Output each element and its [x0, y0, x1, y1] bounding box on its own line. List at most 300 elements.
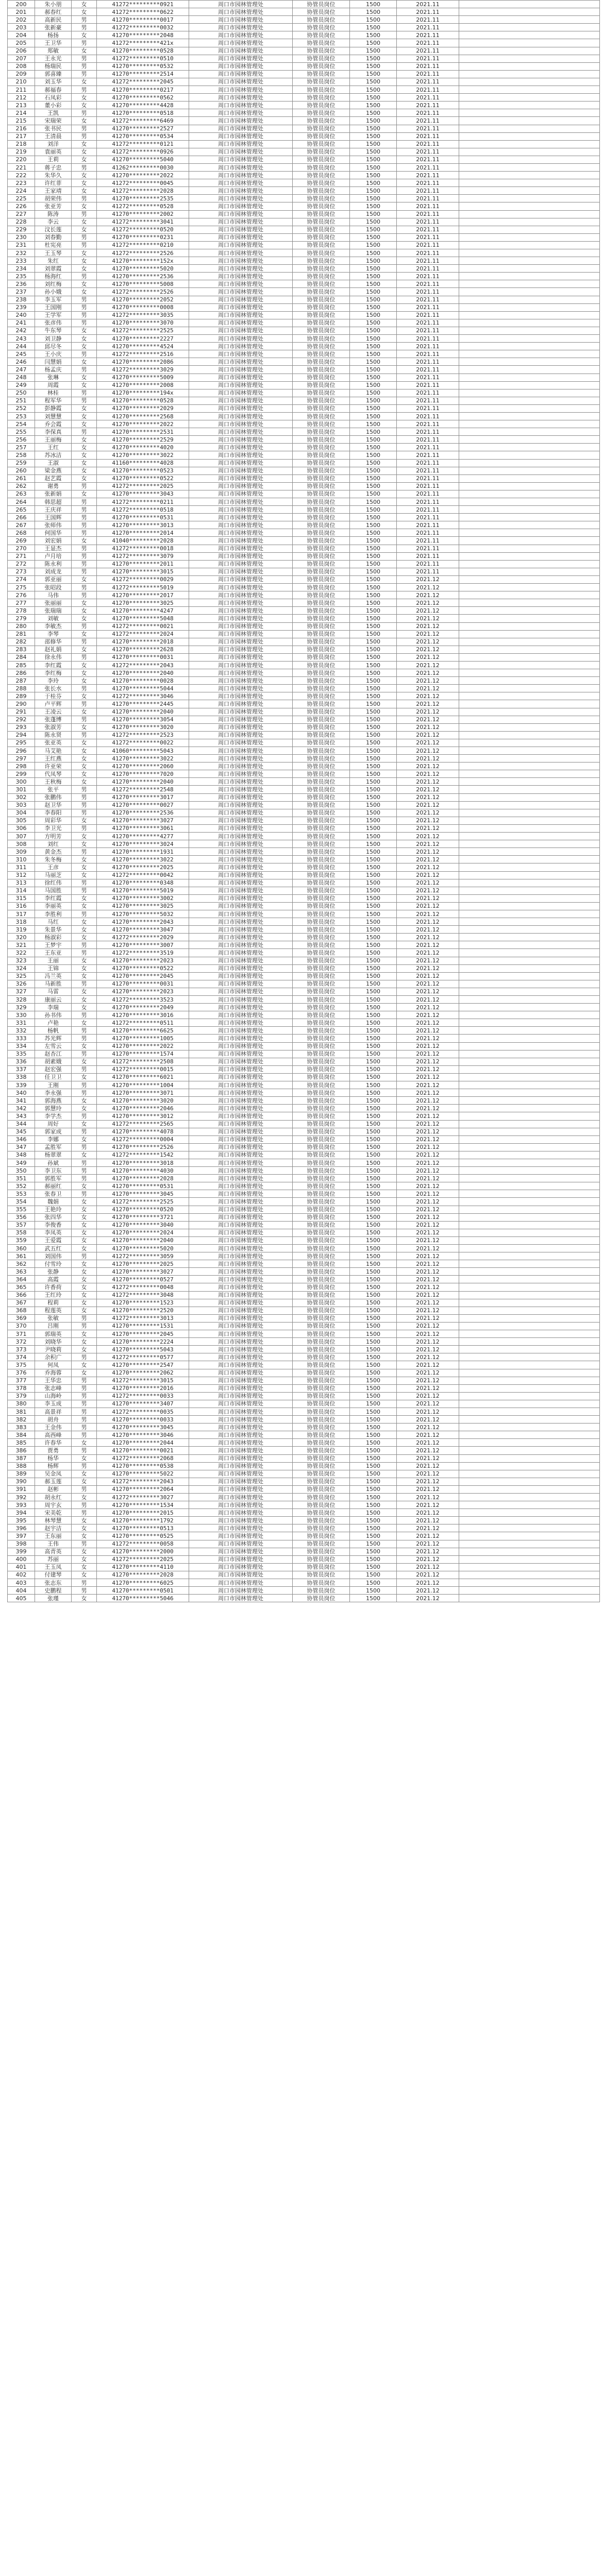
subsidy-amount: 1500: [350, 1291, 397, 1299]
row-number: 326: [8, 980, 35, 988]
row-number: 265: [8, 506, 35, 514]
remarks-cell: [459, 1120, 600, 1128]
work-unit: 周口市园林管理处: [189, 273, 293, 280]
pay-month: 2021.11: [397, 568, 459, 575]
post-type: 协管员岗位: [293, 824, 350, 832]
remarks-cell: [459, 1392, 600, 1400]
pay-month: 2021.11: [397, 296, 459, 303]
post-type: 协管员岗位: [293, 1105, 350, 1112]
table-row: [8, 1089, 600, 1097]
row-number: 366: [8, 1291, 35, 1299]
post-type: 协管员岗位: [293, 420, 350, 428]
row-number: 299: [8, 770, 35, 778]
table-row: [8, 311, 600, 319]
id-number: 41272*********5019: [97, 584, 189, 591]
row-number: 387: [8, 1454, 35, 1462]
person-name: 王显杰: [35, 545, 72, 552]
table-row: [8, 132, 600, 140]
row-number: 217: [8, 132, 35, 140]
pay-month: 2021.12: [397, 1198, 459, 1206]
work-unit: 周口市园林管理处: [189, 894, 293, 902]
row-number: 212: [8, 94, 35, 101]
row-number: 249: [8, 381, 35, 389]
work-unit: 周口市园林管理处: [189, 39, 293, 47]
table-row: [8, 1065, 600, 1073]
gender: 女: [72, 1105, 97, 1112]
pay-month: 2021.12: [397, 817, 459, 824]
table-row: [8, 824, 600, 832]
post-type: 协管员岗位: [293, 1532, 350, 1540]
pay-month: 2021.11: [397, 156, 459, 163]
row-number: 279: [8, 615, 35, 622]
row-number: 311: [8, 863, 35, 871]
gender: 男: [72, 350, 97, 358]
table-row: [8, 288, 600, 296]
table-row: [8, 24, 600, 31]
post-type: 协管员岗位: [293, 490, 350, 498]
table-row: [8, 599, 600, 607]
id-number: 41270*********6021: [97, 1073, 189, 1081]
row-number: 216: [8, 125, 35, 132]
subsidy-amount: 1500: [350, 1579, 397, 1587]
id-number: 41270*********3061: [97, 824, 189, 832]
subsidy-amount: 1500: [350, 132, 397, 140]
row-number: 399: [8, 1548, 35, 1555]
table-row: [8, 358, 600, 366]
person-name: 邵修华: [35, 638, 72, 646]
work-unit: 周口市园林管理处: [189, 591, 293, 599]
person-name: 陈涛: [35, 210, 72, 218]
pay-month: 2021.12: [397, 731, 459, 739]
gender: 男: [72, 109, 97, 117]
pay-month: 2021.11: [397, 257, 459, 265]
subsidy-amount: 1500: [350, 24, 397, 31]
pay-month: 2021.11: [397, 459, 459, 467]
id-number: 41270*********3070: [97, 319, 189, 327]
row-number: 300: [8, 778, 35, 786]
row-number: 320: [8, 934, 35, 941]
subsidy-amount: 1500: [350, 1206, 397, 1213]
gender: 男: [72, 397, 97, 404]
gender: 女: [72, 575, 97, 583]
work-unit: 周口市园林管理处: [189, 490, 293, 498]
work-unit: 周口市园林管理处: [189, 1019, 293, 1027]
pay-month: 2021.12: [397, 661, 459, 669]
subsidy-amount: 1500: [350, 1058, 397, 1065]
row-number: 377: [8, 1377, 35, 1384]
pay-month: 2021.12: [397, 770, 459, 778]
id-number: 41270*********152x: [97, 257, 189, 265]
post-type: 协管员岗位: [293, 1268, 350, 1276]
gender: 女: [72, 840, 97, 848]
remarks-cell: [459, 1027, 600, 1035]
post-type: 协管员岗位: [293, 1322, 350, 1330]
id-number: 41270*********2008: [97, 381, 189, 389]
subsidy-amount: 1500: [350, 926, 397, 934]
subsidy-amount: 1500: [350, 934, 397, 941]
row-number: 237: [8, 288, 35, 296]
gender: 男: [72, 86, 97, 94]
row-number: 304: [8, 809, 35, 817]
person-name: 王艳玲: [35, 1206, 72, 1213]
gender: 女: [72, 202, 97, 210]
row-number: 302: [8, 793, 35, 801]
pay-month: 2021.12: [397, 1307, 459, 1314]
subsidy-amount: 1500: [350, 747, 397, 755]
subsidy-amount: 1500: [350, 350, 397, 358]
subsidy-amount: 1500: [350, 638, 397, 646]
gender: 女: [72, 156, 97, 163]
id-number: 41270*********2445: [97, 700, 189, 708]
remarks-cell: [459, 1236, 600, 1244]
gender: 女: [72, 1058, 97, 1065]
gender: 女: [72, 1454, 97, 1462]
work-unit: 周口市园林管理处: [189, 233, 293, 241]
id-number: 41272*********0577: [97, 1353, 189, 1361]
id-number: 41272*********0035: [97, 1408, 189, 1415]
pay-month: 2021.11: [397, 358, 459, 366]
person-name: 李瑞: [35, 1004, 72, 1011]
id-number: 41270*********2040: [97, 778, 189, 786]
pay-month: 2021.11: [397, 265, 459, 273]
subsidy-amount: 1500: [350, 381, 397, 389]
gender: 女: [72, 615, 97, 622]
subsidy-amount: 1500: [350, 62, 397, 70]
pay-month: 2021.12: [397, 1190, 459, 1198]
person-name: 杨孟庆: [35, 366, 72, 374]
work-unit: 周口市园林管理处: [189, 1050, 293, 1058]
row-number: 261: [8, 474, 35, 482]
table-row: [8, 1291, 600, 1299]
pay-month: 2021.12: [397, 1478, 459, 1485]
post-type: 协管员岗位: [293, 94, 350, 101]
post-type: 协管员岗位: [293, 1, 350, 8]
person-name: 李敏杰: [35, 622, 72, 630]
post-type: 协管员岗位: [293, 1579, 350, 1587]
work-unit: 周口市园林管理处: [189, 249, 293, 257]
post-type: 协管员岗位: [293, 575, 350, 583]
subsidy-amount: 1500: [350, 575, 397, 583]
table-row: [8, 1004, 600, 1011]
remarks-cell: [459, 335, 600, 343]
remarks-cell: [459, 941, 600, 949]
id-number: 41270*********0525: [97, 1532, 189, 1540]
table-row: [8, 1454, 600, 1462]
post-type: 协管员岗位: [293, 101, 350, 109]
gender: 女: [72, 358, 97, 366]
row-number: 241: [8, 319, 35, 327]
table-row: [8, 117, 600, 125]
post-type: 协管员岗位: [293, 24, 350, 31]
id-number: 41270*********2025: [97, 863, 189, 871]
post-type: 协管员岗位: [293, 545, 350, 552]
gender: 男: [72, 55, 97, 62]
row-number: 392: [8, 1494, 35, 1501]
subsidy-amount: 1500: [350, 226, 397, 233]
work-unit: 周口市园林管理处: [189, 436, 293, 444]
remarks-cell: [459, 210, 600, 218]
pay-month: 2021.11: [397, 428, 459, 436]
pay-month: 2021.12: [397, 863, 459, 871]
gender: 女: [72, 1330, 97, 1338]
pay-month: 2021.11: [397, 241, 459, 249]
table-row: [8, 1221, 600, 1229]
table-row: [8, 249, 600, 257]
id-number: 41270*********3043: [97, 490, 189, 498]
id-number: 41270*********3027: [97, 1268, 189, 1276]
table-row: [8, 1105, 600, 1112]
pay-month: 2021.11: [397, 218, 459, 226]
post-type: 协管员岗位: [293, 1485, 350, 1493]
person-name: 李学杰: [35, 1112, 72, 1120]
table-row: [8, 739, 600, 747]
gender: 女: [72, 902, 97, 910]
post-type: 协管员岗位: [293, 1524, 350, 1532]
pay-month: 2021.11: [397, 389, 459, 397]
remarks-cell: [459, 723, 600, 731]
table-row: [8, 86, 600, 94]
id-number: 41270*********2040: [97, 1236, 189, 1244]
post-type: 协管员岗位: [293, 288, 350, 296]
remarks-cell: [459, 428, 600, 436]
post-type: 协管员岗位: [293, 833, 350, 840]
gender: 女: [72, 607, 97, 615]
person-name: 苏丽: [35, 1555, 72, 1563]
work-unit: 周口市园林管理处: [189, 1555, 293, 1563]
gender: 女: [72, 661, 97, 669]
post-type: 协管员岗位: [293, 1004, 350, 1011]
gender: 女: [72, 381, 97, 389]
work-unit: 周口市园林管理处: [189, 1548, 293, 1555]
work-unit: 周口市园林管理处: [189, 358, 293, 366]
gender: 女: [72, 1338, 97, 1346]
gender: 女: [72, 1260, 97, 1268]
pay-month: 2021.12: [397, 1236, 459, 1244]
subsidy-amount: 1500: [350, 833, 397, 840]
remarks-cell: [459, 856, 600, 863]
row-number: 257: [8, 444, 35, 451]
remarks-cell: [459, 894, 600, 902]
post-type: 协管员岗位: [293, 1431, 350, 1439]
gender: 女: [72, 1221, 97, 1229]
person-name: 代凤琴: [35, 770, 72, 778]
remarks-cell: [459, 1128, 600, 1136]
post-type: 协管员岗位: [293, 202, 350, 210]
work-unit: 周口市园林管理处: [189, 163, 293, 171]
work-unit: 周口市园林管理处: [189, 1439, 293, 1447]
gender: 女: [72, 94, 97, 101]
row-number: 214: [8, 109, 35, 117]
post-type: 协管员岗位: [293, 241, 350, 249]
gender: 女: [72, 1346, 97, 1353]
gender: 女: [72, 708, 97, 716]
post-type: 协管员岗位: [293, 218, 350, 226]
subsidy-amount: 1500: [350, 848, 397, 856]
gender: 女: [72, 404, 97, 412]
remarks-cell: [459, 241, 600, 249]
work-unit: 周口市园林管理处: [189, 101, 293, 109]
id-number: 41270*********0531: [97, 1182, 189, 1190]
work-unit: 周口市园林管理处: [189, 1081, 293, 1089]
work-unit: 周口市园林管理处: [189, 1105, 293, 1112]
gender: 男: [72, 1322, 97, 1330]
work-unit: 周口市园林管理处: [189, 630, 293, 638]
work-unit: 周口市园林管理处: [189, 926, 293, 934]
person-name: 康丽云: [35, 996, 72, 1004]
post-type: 协管员岗位: [293, 444, 350, 451]
post-type: 协管员岗位: [293, 677, 350, 685]
table-row: [8, 1423, 600, 1431]
pay-month: 2021.11: [397, 311, 459, 319]
row-number: 293: [8, 723, 35, 731]
row-number: 211: [8, 86, 35, 94]
gender: 女: [72, 257, 97, 265]
pay-month: 2021.12: [397, 1392, 459, 1400]
pay-month: 2021.11: [397, 474, 459, 482]
remarks-cell: [459, 1361, 600, 1369]
gender: 女: [72, 817, 97, 824]
id-number: 41270*********5019: [97, 887, 189, 894]
remarks-cell: [459, 1081, 600, 1089]
table-row: [8, 801, 600, 809]
id-number: 41270*********2526: [97, 1143, 189, 1151]
work-unit: 周口市园林管理处: [189, 692, 293, 700]
person-name: 王金伟: [35, 1423, 72, 1431]
gender: 女: [72, 327, 97, 334]
row-number: 388: [8, 1462, 35, 1470]
pay-month: 2021.12: [397, 1462, 459, 1470]
pay-month: 2021.12: [397, 1501, 459, 1509]
gender: 男: [72, 1027, 97, 1035]
id-number: 41270*********0028: [97, 677, 189, 685]
remarks-cell: [459, 381, 600, 389]
gender: 女: [72, 677, 97, 685]
person-name: 王永光: [35, 55, 72, 62]
table-row: [8, 444, 600, 451]
remarks-cell: [459, 280, 600, 288]
remarks-cell: [459, 980, 600, 988]
remarks-cell: [459, 327, 600, 334]
id-number: 41272*********0021: [97, 622, 189, 630]
remarks-cell: [459, 1416, 600, 1423]
remarks-cell: [459, 1143, 600, 1151]
table-row: [8, 848, 600, 856]
remarks-cell: [459, 343, 600, 350]
pay-month: 2021.12: [397, 1011, 459, 1019]
remarks-cell: [459, 179, 600, 187]
subsidy-amount: 1500: [350, 1004, 397, 1011]
post-type: 协管员岗位: [293, 584, 350, 591]
remarks-cell: [459, 148, 600, 156]
subsidy-amount: 1500: [350, 817, 397, 824]
remarks-cell: [459, 366, 600, 374]
id-number: 41270*********5044: [97, 685, 189, 692]
subsidy-amount: 1500: [350, 148, 397, 156]
table-row: [8, 467, 600, 474]
id-number: 41270*********4078: [97, 1128, 189, 1136]
subsidy-amount: 1500: [350, 1400, 397, 1408]
gender: 女: [72, 1268, 97, 1276]
subsidy-amount: 1500: [350, 1540, 397, 1548]
work-unit: 周口市园林管理处: [189, 1089, 293, 1097]
pay-month: 2021.11: [397, 86, 459, 94]
remarks-cell: [459, 490, 600, 498]
work-unit: 周口市园林管理处: [189, 1260, 293, 1268]
gender: 男: [72, 1011, 97, 1019]
post-type: 协管员岗位: [293, 1011, 350, 1019]
pay-month: 2021.12: [397, 894, 459, 902]
pay-month: 2021.12: [397, 1073, 459, 1081]
table-row: [8, 101, 600, 109]
remarks-cell: [459, 1307, 600, 1314]
work-unit: 周口市园林管理处: [189, 1042, 293, 1050]
person-name: 闫慧娟: [35, 358, 72, 366]
person-name: 王华忠: [35, 1377, 72, 1384]
post-type: 协管员岗位: [293, 233, 350, 241]
table-row: [8, 412, 600, 420]
id-number: 41270*********2015: [97, 1509, 189, 1517]
table-row: [8, 94, 600, 101]
remarks-cell: [459, 1423, 600, 1431]
table-row: [8, 374, 600, 381]
work-unit: 周口市园林管理处: [189, 575, 293, 583]
table-row: [8, 233, 600, 241]
person-name: 张瑞瑞: [35, 607, 72, 615]
remarks-cell: [459, 584, 600, 591]
remarks-cell: [459, 685, 600, 692]
remarks-cell: [459, 1252, 600, 1260]
subsidy-amount: 1500: [350, 498, 397, 506]
subsidy-amount: 1500: [350, 335, 397, 343]
post-type: 协管员岗位: [293, 381, 350, 389]
remarks-cell: [459, 1198, 600, 1206]
subsidy-amount: 1500: [350, 786, 397, 793]
table-row: [8, 474, 600, 482]
id-number: 41270*********0501: [97, 1587, 189, 1595]
row-number: 341: [8, 1097, 35, 1105]
pay-month: 2021.11: [397, 327, 459, 334]
table-row: [8, 591, 600, 599]
id-number: 41270*********4110: [97, 1563, 189, 1571]
id-number: 41270*********2520: [97, 1307, 189, 1314]
remarks-cell: [459, 389, 600, 397]
table-row: [8, 941, 600, 949]
person-name: 李卫东: [35, 1167, 72, 1175]
table-row: [8, 273, 600, 280]
id-number: 41272*********2029: [97, 934, 189, 941]
id-number: 41270*********0528: [97, 47, 189, 55]
table-row: [8, 498, 600, 506]
work-unit: 周口市园林管理处: [189, 241, 293, 249]
table-row: [8, 1245, 600, 1252]
pay-month: 2021.12: [397, 1283, 459, 1291]
work-unit: 周口市园林管理处: [189, 840, 293, 848]
person-name: 朱景华: [35, 926, 72, 934]
post-type: 协管员岗位: [293, 1595, 350, 1602]
remarks-cell: [459, 669, 600, 677]
id-number: 41270*********2028: [97, 1571, 189, 1579]
post-type: 协管员岗位: [293, 1027, 350, 1035]
person-name: 张志东: [35, 1579, 72, 1587]
person-name: 郭慧玲: [35, 1105, 72, 1112]
pay-month: 2021.12: [397, 778, 459, 786]
subsidy-amount: 1500: [350, 1011, 397, 1019]
subsidy-amount: 1500: [350, 257, 397, 265]
table-row: [8, 1478, 600, 1485]
row-number: 270: [8, 545, 35, 552]
work-unit: 周口市园林管理处: [189, 156, 293, 163]
table-row: [8, 972, 600, 980]
